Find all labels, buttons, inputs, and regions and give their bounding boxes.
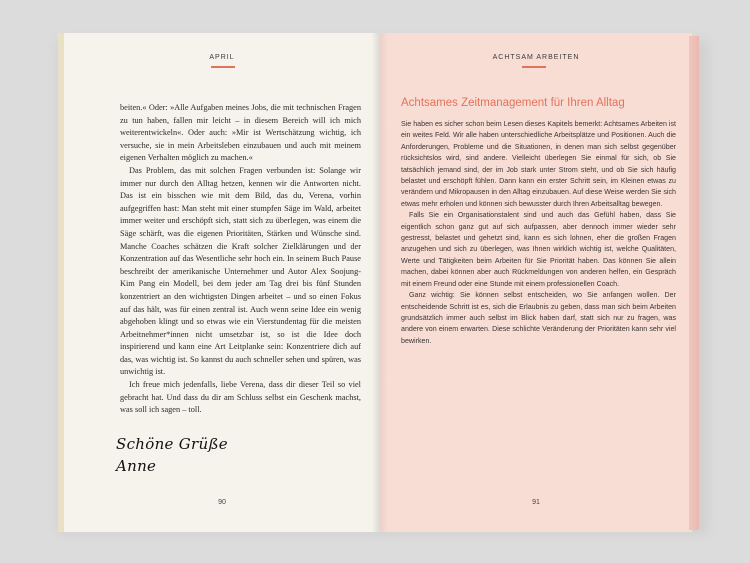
left-page <box>58 33 380 532</box>
left-paragraph-3: Ich freue mich jedenfalls, liebe Verena, dass dir dieser Teil so viel gebracht hat. Und dass du dir am Schluss selbst ein Geschenk machst, was soll ich sagen – toll. <box>120 380 361 415</box>
right-paragraph-2: Falls Sie ein Organisationstalent sind und auch das Gefühl haben, dass Sie eigentlich schon ganz gut auf sich aufpassen, aber dennoch immer wieder sehr gestresst, belastet und gehetzt sind, kann es sich lohnen, eher die großen Fragen anzugehen und sich zu überlegen, was Ihnen wirklich wichtig ist, welche Qualitäten, Werte und Tätigkeiten beim Arbeiten für Sie Priorität haben. Das können Sie allein machen, dabei können aber auch Rückmeldungen von anderen helfen, ein Gespräch mit einem Freund oder eine Stunde mit einem professionellen Coach. <box>401 211 676 288</box>
signature-greeting: Schöne Grüße <box>116 435 228 453</box>
left-paragraph-1: beiten.« Oder: »Alle Aufgaben meines Jobs, die mit technischen Fragen zu tun haben, fallen mir leicht – in diesem Bereich will ich mich weiterentwickeln«. Oder auch: »Mir ist Wertschätzung wichtig, ich versuche, sie in mein Arbeitsleben einzubauen und auch mit meinem eigenen Verhalten möglich zu machen.« <box>120 103 361 163</box>
left-running-header: APRIL <box>209 54 235 61</box>
left-paragraph-2: Das Problem, das mit solchen Fragen verbunden ist: Solange wir immer nur durch den Alltag hetzen, kennen wir die Antworten nicht. Das ist ein bisschen wie mit dem Bild, das du, Verena, vorhin aufgegriffen hast: Man steht mit einer stumpfen Säge im Wald, arbeitet immer weiter und erschöpft sich, statt sich zu überlegen, was einem die Säge schärft, was die eigenen Prioritäten, Stärken und Wünsche sind. Manche Coaches schätzen die Kraft solcher Zielklärungen und der Konzentration auf das Wesentliche sehr hoch ein. In seinem Buch Pause beschreibt der amerikanische Unternehmer und Autor Alex Soojung-Kim Pang ein Modell, bei dem jeder am Tag drei bis fünf Stunden konzentriert an den wichtigsten Dingen arbeitet – und so einen Fokus auf das hält, was für einen zentral ist. Auch wenn seine Idee ein wenig abgehoben klingt und so etwas wie ein Vierstundentag für die meisten Arbeitnehmer*innen nicht umsetzbar ist, so ist die Idee doch inspirierend und kann eine Art Leitplanke sein: Konzentriere dich auf das, was wichtig ist. So kannst du auch schneller sehen und spüren, was unwichtig ist. <box>120 165 361 377</box>
section-title: Achtsames Zeitmanagement für Ihren Alltag <box>401 97 625 109</box>
right-paragraph-1: Sie haben es sicher schon beim Lesen dieses Kapitels bemerkt: Achtsames Arbeiten ist ein weites Feld. Wir alle haben unterschiedliche Arbeitsplätze und Positionen. Auch die Anforderungen, Probleme und die Situationen, in denen man sich selbst gegenüber rücksichtslos wird, sind andere. Vielleicht überlegen Sie einmal für sich, ob Sie tatsächlich jemand sind, der im Job stark unter Strom steht, und ob Sie sich häufig belastet und erschöpft fühlen. Dann kann ein erster Schritt sein, im Kleinen etwas zu verändern und Mikropausen in den Alltag einzubauen. Auf diese Weise werden Sie sich etwas mehr erholen und können sich bewusster durch Ihren Arbeitsalltag bewegen. <box>401 120 676 208</box>
page-block-edge <box>689 36 699 530</box>
right-page <box>380 33 692 532</box>
signature-name: Anne <box>116 457 157 475</box>
right-header-rule <box>522 66 546 68</box>
left-header-rule <box>211 66 235 68</box>
right-paragraph-3: Ganz wichtig: Sie können selbst entscheiden, wo Sie anfangen wollen. Der entscheidende Schritt ist es, sich die Erlaubnis zu geben, dass man sich beim Arbeiten grundsätzlich immer auch selbst im Blick haben darf, statt sich nur zu fragen, was andere von einem erwarten. Diese schlichte Veränderung der Prioritäten kann sehr viel bewirken. <box>401 291 676 345</box>
left-page-number: 90 <box>218 499 226 506</box>
right-body-text <box>401 119 676 347</box>
book-gutter <box>372 33 388 532</box>
right-running-header: ACHTSAM ARBEITEN <box>492 54 580 61</box>
right-page-number: 91 <box>532 499 540 506</box>
left-body-text <box>120 102 361 417</box>
